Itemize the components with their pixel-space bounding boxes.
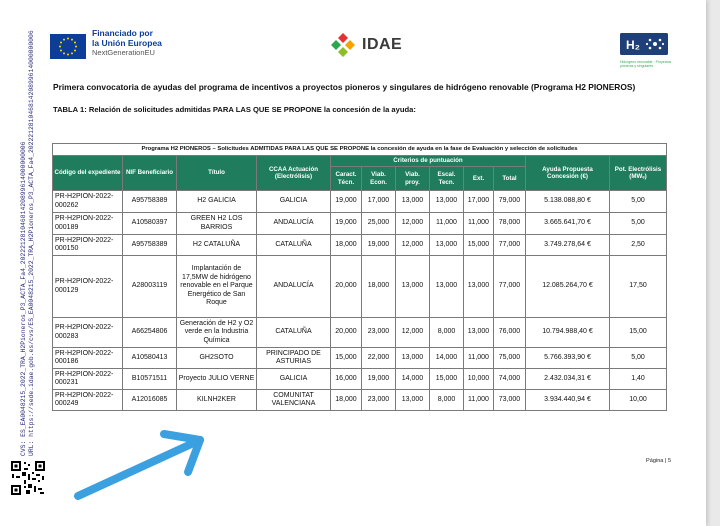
cell-ccaa: CATALUÑA xyxy=(257,235,331,256)
col-viab-proy: Viab. proy. xyxy=(396,167,430,191)
cell-escal: 8,000 xyxy=(430,390,464,411)
cell-ccaa: COMUNITAT VALENCIANA xyxy=(257,390,331,411)
cell-nif: A28003119 xyxy=(123,256,177,318)
cell-total: 79,000 xyxy=(494,191,526,213)
cell-codigo: PR-H2PION-2022-000249 xyxy=(53,390,123,411)
cell-ccaa: ANDALUCÍA xyxy=(257,213,331,235)
cell-codigo: PR-H2PION-2022-000129 xyxy=(53,256,123,318)
col-escal: Escal. Tecn. xyxy=(430,167,464,191)
applications-table xyxy=(52,143,667,411)
table-banner: Programa H2 PIONEROS – Solicitudes ADMITIDAS PARA LAS QUE SE PROPONE la concesión de ayuda en la fase de Evaluación y selección de solicitudes xyxy=(53,144,667,156)
cell-ext: 13,000 xyxy=(464,256,494,318)
cell-ext: 15,000 xyxy=(464,235,494,256)
cell-escal: 13,000 xyxy=(430,235,464,256)
cell-total: 76,000 xyxy=(494,318,526,348)
side-url-line: URL: https://sede.idae.gob.es/cvs/ES_EA0048215_2022_TRA_H2Pioneros_P3_ACTA_Fa4_20222128104681420899614000000006 xyxy=(28,30,35,456)
cell-viab-econ: 23,000 xyxy=(362,390,396,411)
cell-ayuda: 5.138.088,80 € xyxy=(526,191,610,213)
cell-viab-proy: 13,000 xyxy=(396,191,430,213)
cell-pot: 5,00 xyxy=(610,191,667,213)
cell-viab-econ: 18,000 xyxy=(362,256,396,318)
cell-total: 73,000 xyxy=(494,390,526,411)
col-viab-econ: Viab. Econ. xyxy=(362,167,396,191)
cell-nif: B10571511 xyxy=(123,369,177,390)
cell-pot: 17,50 xyxy=(610,256,667,318)
cell-pot: 5,00 xyxy=(610,213,667,235)
cell-escal: 15,000 xyxy=(430,369,464,390)
cell-caract: 18,000 xyxy=(331,390,362,411)
document-title: Primera convocatoria de ayudas del programa de incentivos a proyectos pioneros y singulares de hidrógeno renovable (Programa H2 PIONEROS) xyxy=(53,82,636,92)
cell-total: 75,000 xyxy=(494,348,526,369)
cell-viab-econ: 17,000 xyxy=(362,191,396,213)
cell-nif: A95758389 xyxy=(123,191,177,213)
cell-titulo: GREEN H2 LOS BARRIOS xyxy=(177,213,257,235)
table-row xyxy=(53,390,667,411)
cell-codigo: PR-H2PION-2022-000189 xyxy=(53,213,123,235)
cell-ayuda: 12.085.264,70 € xyxy=(526,256,610,318)
cell-nif: A66254806 xyxy=(123,318,177,348)
cell-ccaa: PRINCIPADO DE ASTURIAS xyxy=(257,348,331,369)
table-row xyxy=(53,191,667,213)
cell-titulo: Implantación de 17,5MW de hidrógeno renovable en el Parque Energético de San Roque xyxy=(177,256,257,318)
cell-viab-proy: 13,000 xyxy=(396,348,430,369)
cell-viab-proy: 13,000 xyxy=(396,256,430,318)
cell-ccaa: GALICIA xyxy=(257,191,331,213)
table-row xyxy=(53,235,667,256)
cell-viab-econ: 23,000 xyxy=(362,318,396,348)
cell-pot: 10,00 xyxy=(610,390,667,411)
col-ayuda: Ayuda Propuesta Concesión (€) xyxy=(526,156,610,191)
cell-ext: 11,000 xyxy=(464,390,494,411)
qr-code-icon xyxy=(10,460,46,496)
col-caract: Caract. Técn. xyxy=(331,167,362,191)
col-codigo: Código del expediente xyxy=(53,156,123,191)
eu-line-3: NextGenerationEU xyxy=(92,48,155,57)
col-total: Total xyxy=(494,167,526,191)
cell-titulo: KILNH2KER xyxy=(177,390,257,411)
cell-ayuda: 5.766.393,90 € xyxy=(526,348,610,369)
cell-caract: 15,000 xyxy=(331,348,362,369)
cell-ayuda: 10.794.988,40 € xyxy=(526,318,610,348)
cell-viab-proy: 14,000 xyxy=(396,369,430,390)
cell-ext: 13,000 xyxy=(464,318,494,348)
cell-viab-econ: 25,000 xyxy=(362,213,396,235)
cell-caract: 18,000 xyxy=(331,235,362,256)
eu-flag-icon xyxy=(50,34,86,59)
cell-pot: 15,00 xyxy=(610,318,667,348)
cell-total: 78,000 xyxy=(494,213,526,235)
h2-logo-icon xyxy=(620,31,668,61)
side-csv-line: CVS: ES_EA0048215_2022_TRA_H2Pioneros_P3_ACTA_Fa4_20222128104681420899614000000006 xyxy=(20,141,27,456)
table-caption: TABLA 1: Relación de solicitudes admitidas PARA LAS QUE SE PROPONE la concesión de la ayuda: xyxy=(53,105,416,114)
cell-total: 77,000 xyxy=(494,256,526,318)
eu-line-1: Financiado por xyxy=(92,28,153,38)
cell-nif: A10580397 xyxy=(123,213,177,235)
cell-pot: 1,40 xyxy=(610,369,667,390)
idae-wordmark: IDAE xyxy=(362,36,403,53)
cell-ext: 11,000 xyxy=(464,213,494,235)
cell-codigo: PR-H2PION-2022-000283 xyxy=(53,318,123,348)
cell-caract: 19,000 xyxy=(331,213,362,235)
table-row xyxy=(53,256,667,318)
cell-ayuda: 3.934.440,94 € xyxy=(526,390,610,411)
cell-caract: 19,000 xyxy=(331,191,362,213)
eu-line-2: la Unión Europea xyxy=(92,38,162,48)
col-pot: Pot. Electrólisis (MWₑ) xyxy=(610,156,667,191)
cell-titulo: Proyecto JULIO VERNE xyxy=(177,369,257,390)
cell-ccaa: ANDALUCÍA xyxy=(257,256,331,318)
col-ext: Ext. xyxy=(464,167,494,191)
h2-caption: Hidrógeno renovable · Proyectos pioneros y singulares xyxy=(620,60,672,68)
cell-titulo: H2 GALICIA xyxy=(177,191,257,213)
cell-viab-econ: 19,000 xyxy=(362,369,396,390)
cell-viab-econ: 22,000 xyxy=(362,348,396,369)
cell-codigo: PR-H2PION-2022-000150 xyxy=(53,235,123,256)
col-titulo: Título xyxy=(177,156,257,191)
cell-viab-proy: 12,000 xyxy=(396,318,430,348)
cell-pot: 5,00 xyxy=(610,348,667,369)
table-row xyxy=(53,369,667,390)
col-ccaa: CCAA Actuación (Electrólisis) xyxy=(257,156,331,191)
cell-caract: 20,000 xyxy=(331,256,362,318)
cell-viab-proy: 12,000 xyxy=(396,213,430,235)
cell-ayuda: 2.432.034,31 € xyxy=(526,369,610,390)
cell-escal: 13,000 xyxy=(430,191,464,213)
cell-escal: 8,000 xyxy=(430,318,464,348)
page-number: Página | 5 xyxy=(646,458,672,464)
idae-logo xyxy=(328,32,402,58)
cell-ext: 11,000 xyxy=(464,348,494,369)
eu-funding-label xyxy=(92,28,162,58)
cell-ayuda: 3.665.641,70 € xyxy=(526,213,610,235)
cell-nif: A95758389 xyxy=(123,235,177,256)
cell-escal: 14,000 xyxy=(430,348,464,369)
cell-escal: 13,000 xyxy=(430,256,464,318)
cell-nif: A10580413 xyxy=(123,348,177,369)
h2-logo-text: H₂ xyxy=(626,38,640,52)
cell-pot: 2,50 xyxy=(610,235,667,256)
cell-codigo: PR-H2PION-2022-000262 xyxy=(53,191,123,213)
cell-ccaa: CATALUÑA xyxy=(257,318,331,348)
cell-titulo: H2 CATALUÑA xyxy=(177,235,257,256)
cell-ayuda: 3.749.278,64 € xyxy=(526,235,610,256)
col-criterios: Criterios de puntuación xyxy=(331,156,526,167)
table-row xyxy=(53,348,667,369)
cell-nif: A12016085 xyxy=(123,390,177,411)
cell-total: 74,000 xyxy=(494,369,526,390)
cell-titulo: Generación de H2 y O2 verde en la Industria Química xyxy=(177,318,257,348)
col-nif: NIF Beneficiario xyxy=(123,156,177,191)
cell-titulo: GH2SOTO xyxy=(177,348,257,369)
idae-logo-icon xyxy=(328,32,358,58)
cell-ccaa: GALICIA xyxy=(257,369,331,390)
cell-caract: 20,000 xyxy=(331,318,362,348)
side-verification-text xyxy=(20,30,42,456)
cell-codigo: PR-H2PION-2022-000186 xyxy=(53,348,123,369)
cell-viab-proy: 13,000 xyxy=(396,390,430,411)
cell-escal: 11,000 xyxy=(430,213,464,235)
cell-viab-proy: 12,000 xyxy=(396,235,430,256)
table-row xyxy=(53,213,667,235)
cell-codigo: PR-H2PION-2022-000231 xyxy=(53,369,123,390)
cell-total: 77,000 xyxy=(494,235,526,256)
arrow-annotation-icon xyxy=(60,420,240,510)
cell-viab-econ: 19,000 xyxy=(362,235,396,256)
cell-caract: 16,000 xyxy=(331,369,362,390)
cell-ext: 10,000 xyxy=(464,369,494,390)
cell-ext: 17,000 xyxy=(464,191,494,213)
table-row xyxy=(53,318,667,348)
